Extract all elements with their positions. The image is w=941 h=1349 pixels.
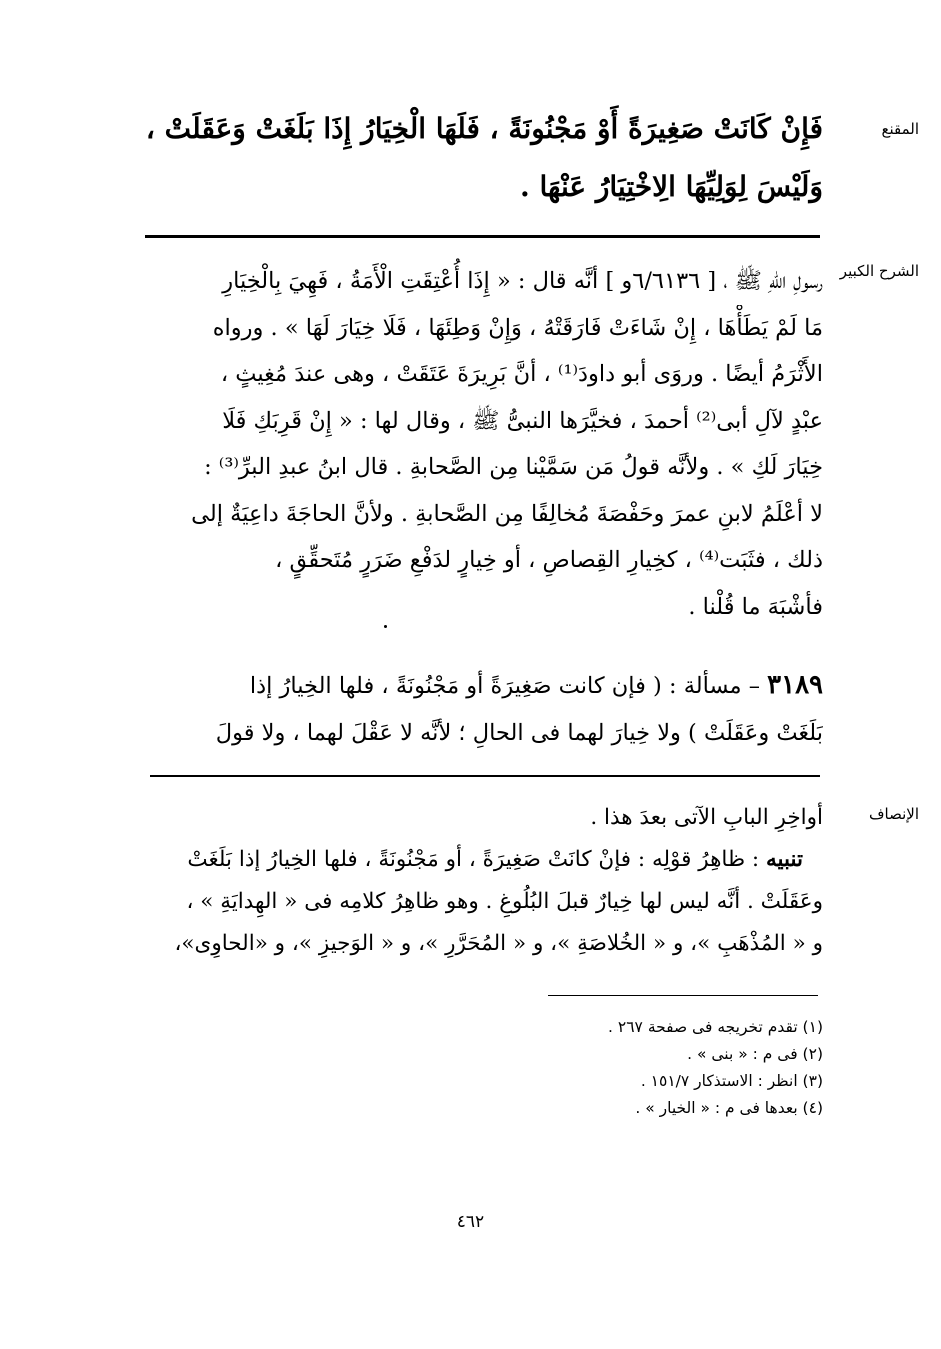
insaf-line: وعَقَلَتْ . أنَّه ليس لها خِيارٌ قبلَ البُلُوغِ . وهو ظاهِرُ كلامِه فى « الهِدايَةِ » ، xyxy=(186,889,823,914)
masala-text: – مسألة : ( فإن كانت صَغِيرَةً أو مَجْنُونَةً ، فلها الخِيارُ إذا xyxy=(249,673,768,699)
footnotes xyxy=(123,1014,823,1122)
sharh-line: ذلك ، فثَبَت⁽⁴⁾ ، كخِيارِ القِصاصِ ، أو خِيارٍ لدَفْعِ ضَرَرٍ مُتَحقِّقٍ ، xyxy=(275,547,823,573)
sharh-line: الأَثْرَمُ أيضًا . وروَى أبو داودَ⁽¹⁾ ، أنَّ بَرِيرَةَ عَتَقَتْ ، وهى عندَ مُغِيثٍ ، xyxy=(220,361,823,387)
masala-block xyxy=(123,662,823,756)
insaf-line: أواخِرِ البابِ الآتى بعدَ هذا . xyxy=(590,805,823,830)
insaf-line xyxy=(123,839,823,881)
footnote-rule xyxy=(548,995,818,996)
sharh-line: عبْدٍ لآلِ أبى⁽²⁾ أحمدَ ، فخيَّرَها النبىُّ ﷺ ، وقال لها : « إِنْ قَرِبَكِ فَلَا xyxy=(222,407,823,434)
footnote: (١) تقدم تخريجه فى صفحة ٢٦٧ . xyxy=(608,1018,823,1036)
footnote: (٣) انظر : الاستذكار ١٥١/٧ . xyxy=(640,1072,823,1090)
muqni-text xyxy=(141,100,823,216)
masala-line: بَلَغَتْ وعَقَلَتْ ) ولا خِيارَ لهما فى الحالِ ؛ لأنَّه لا عَقْلَ لهما ، ولا قولَ xyxy=(215,719,823,746)
sharh-line: مَا لَمْ يَطَأْهَا ، إِنْ شَاءَتْ فَارَقَتْهُ ، وَإِنْ وَطِئَهَا ، فَلَا خِيَارَ لَهَا » . ورواه xyxy=(212,314,823,341)
section-divider xyxy=(145,235,820,238)
sharh-label: الشرح الكبير xyxy=(839,262,919,280)
sharh-line: فأشْبَهَ ما قُلْنا . xyxy=(688,593,823,620)
muqni-label: المقنع xyxy=(881,120,919,138)
footnote: (٤) بعدها فى م : « الخيار » . xyxy=(635,1099,823,1117)
sharh-line: رسولِ اللهِ ﷺ ، [ ٦/٦١٣٦و ] أنَّه قال : « إِذَا أُعْتِقَتِ الْأَمَةُ ، فَهِيَ بِالْخِيَارِ xyxy=(222,268,823,294)
masala-number: ٣١٨٩ xyxy=(767,670,823,700)
tanbih-word: تنبيه xyxy=(766,847,803,872)
muqni-line: وَلَيْسَ لِوَلِيِّهَا الِاخْتِيَارُ عَنْهَا . xyxy=(520,170,823,203)
stray-mark xyxy=(384,625,387,628)
page-number: ٤٦٢ xyxy=(456,1212,485,1232)
section-divider xyxy=(150,775,820,777)
masala-line xyxy=(123,662,823,710)
insaf-text xyxy=(123,797,823,965)
footnote: (٢) فى م : « بنى » . xyxy=(687,1045,823,1063)
muqni-line: فَإِنْ كَانَتْ صَغِيرَةً أَوْ مَجْنُونَةً ، فَلَهَا الْخِيَارُ إِذَا بَلَغَتْ وَعَقَلَتْ ، xyxy=(145,112,823,145)
insaf-label: الإنصاف xyxy=(868,805,919,823)
insaf-line-text: : ظاهِرُ قوْلِه : فإنْ كانَتْ صَغِيرَةً ، أو مَجْنُونَةً ، فلها الخِيارُ إذا بَلَغَتْ xyxy=(187,847,767,872)
insaf-line: و « المُذْهَبِ »، و « الخُلاصَةِ »، و « المُحَرَّرِ »، و « الوَجيزِ »، و «الحاوِى»، xyxy=(174,931,823,956)
sharh-text xyxy=(123,258,823,630)
sharh-line: لا أعْلَمُ لابنِ عمرَ وحَفْصَةَ مُخالِفًا مِن الصَّحابةِ . ولأنَّ الحاجَةَ داعِيَةٌ إلى xyxy=(191,500,823,527)
sharh-line: خِيَارَ لَكِ » . ولأنَّه قولُ مَن سَمَّيْنا مِن الصَّحابةِ . قال ابنُ عبدِ البرِّ⁽³⁾ : xyxy=(204,454,823,480)
